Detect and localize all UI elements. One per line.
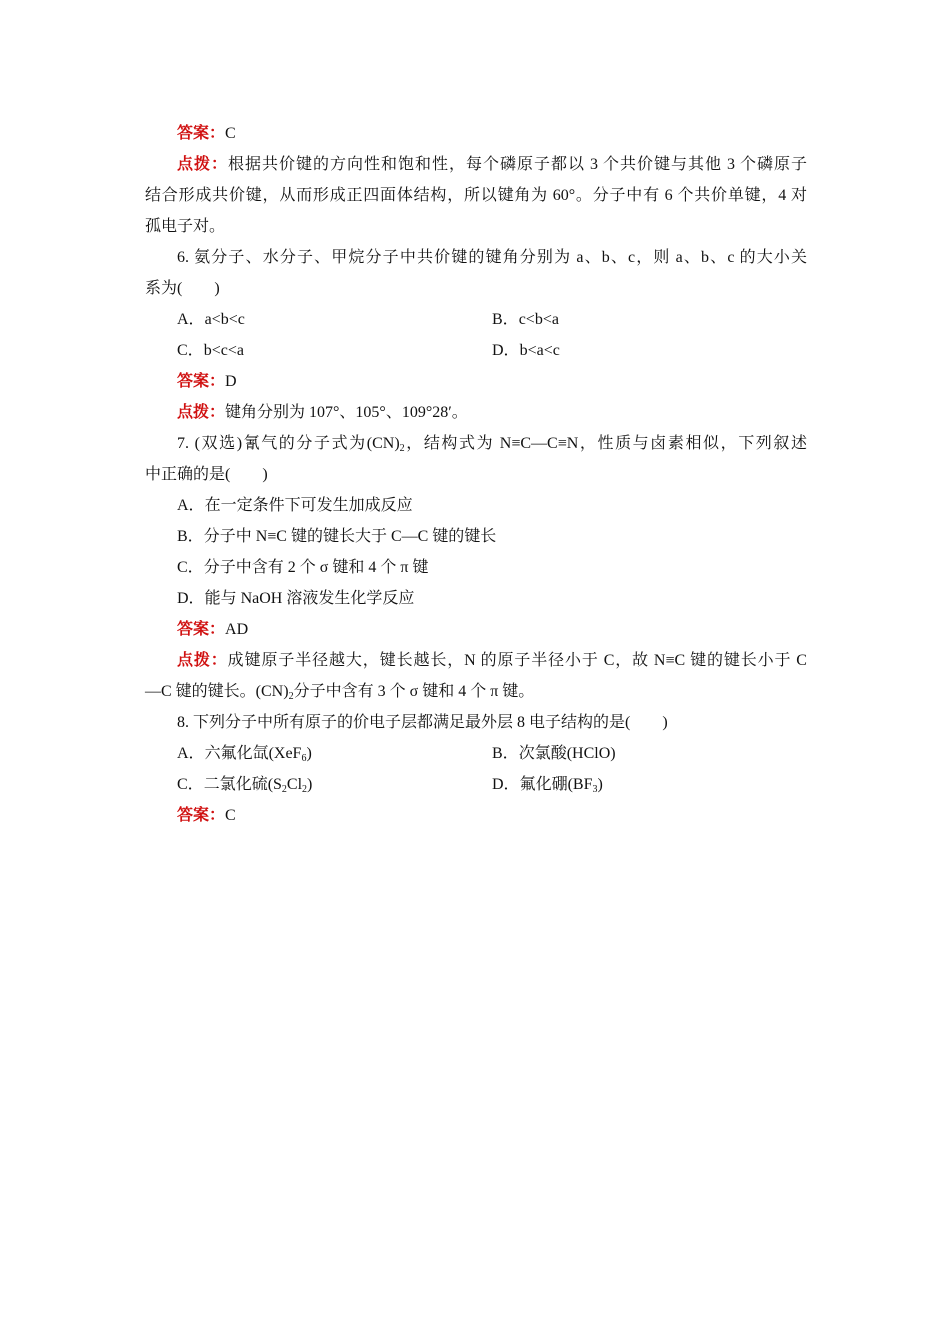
note-text: 分子中含有 3 个 σ 键和 4 个 π 键。 [293,683,535,700]
stem-text: ，结构式为 N≡C—C≡N，性质与卤素相似，下列叙述 [404,435,807,452]
q8-option-b [492,738,807,769]
note-text: 根据共价键的方向性和饱和性，每个磷原子都以 3 个共价键与其他 3 个磷原子 [228,156,807,173]
answer-label: 答案： [177,807,226,824]
option-text: 分子中含有 2 个 σ 键和 4 个 π 键 [203,559,429,576]
note-label: 点拨： [177,156,228,173]
q5-note-line-2: 结合形成共价键，从而形成正四面体结构，所以键角为 60°。分子中有 6 个共价单键，4 对 [145,187,807,204]
option-letter: D． [177,590,205,607]
option-text: a<b<c [204,311,245,328]
q8-stem-line-1: 8. 下列分子中所有原子的价电子层都满足最外层 8 电子结构的是( ) [177,714,668,731]
option-text: 能与 NaOH 溶液发生化学反应 [204,590,415,607]
q6-stem-line-1: 6. 氨分子、水分子、甲烷分子中共价键的键角分别为 a、b、c，则 a、b、c 的大小关 [177,249,807,266]
q7-stem-line-1 [145,428,807,459]
q7-note-line-2 [145,676,807,707]
q8-answer-line [145,800,807,831]
subscript: 2 [281,784,287,795]
q6-option-b [492,304,807,335]
option-text: 二氯化硫(S [203,776,282,793]
q7-option-c [145,552,807,583]
option-letter: C． [177,776,204,793]
q8-options-row-1 [145,738,807,769]
q7-stem-line-2: 中正确的是( ) [145,466,268,483]
subscript: 2 [399,443,405,454]
q8-option-d [492,769,807,800]
stem-text: 7. (双选)氰气的分子式为(CN) [177,435,400,452]
option-letter: B． [492,311,519,328]
note-text: 成键原子半径越大，键长越长，N 的原子半径小于 C，故 N≡C 键的键长小于 C [227,652,807,669]
answer-label: 答案： [177,621,226,638]
option-text: c<b<a [518,311,559,328]
option-letter: A． [177,497,205,514]
q7-note-line-1 [145,645,807,676]
answer-value: D [225,373,237,390]
option-text: 次氯酸(HClO) [518,745,616,762]
option-text: 分子中 N≡C 键的键长大于 C—C 键的键长 [203,528,497,545]
option-text: b<a<c [519,342,560,359]
q5-note-line-3: 孤电子对。 [145,218,226,235]
q5-answer-line [145,118,807,149]
option-text: b<c<a [203,342,244,359]
option-text: ) [597,776,603,793]
q7-option-b [145,521,807,552]
option-letter: C． [177,559,204,576]
subscript: 2 [302,784,308,795]
q6-options-row-1 [145,304,807,335]
answer-value: AD [225,621,249,638]
q6-stem-line-2: 系为( ) [145,280,220,297]
answer-label: 答案： [177,373,226,390]
q6-option-a [177,304,492,335]
q8-option-a [177,738,492,769]
answer-label: 答案： [177,125,226,142]
option-text: Cl [286,776,303,793]
q8-option-c [177,769,492,800]
q6-option-d [492,335,807,366]
answer-value: C [225,125,236,142]
subscript: 3 [592,784,598,795]
option-letter: C． [177,342,204,359]
option-text: 氟化硼(BF [519,776,593,793]
note-label: 点拨： [177,652,228,669]
option-letter: A． [177,745,205,762]
subscript: 6 [301,753,307,764]
option-letter: D． [492,776,520,793]
option-text: ) [306,745,312,762]
q7-answer-line [145,614,807,645]
answer-value: C [225,807,236,824]
note-text: 键角分别为 107°、105°、109°28′。 [225,404,468,421]
option-text: ) [307,776,313,793]
q7-option-d [145,583,807,614]
option-text: 六氟化氙(XeF [204,745,302,762]
option-text: 在一定条件下可发生加成反应 [204,497,413,514]
q6-option-c [177,335,492,366]
option-letter: D． [492,342,520,359]
subscript: 2 [288,691,294,702]
option-letter: B． [177,528,204,545]
q6-note-line-1 [145,397,807,428]
q5-note-line-1 [145,149,807,180]
note-text: —C 键的键长。(CN) [145,683,289,700]
q8-options-row-2 [145,769,807,800]
option-letter: A． [177,311,205,328]
q6-answer-line [145,366,807,397]
q7-option-a [145,490,807,521]
document-content [145,118,807,831]
q6-options-row-2 [145,335,807,366]
note-label: 点拨： [177,404,226,421]
option-letter: B． [492,745,519,762]
